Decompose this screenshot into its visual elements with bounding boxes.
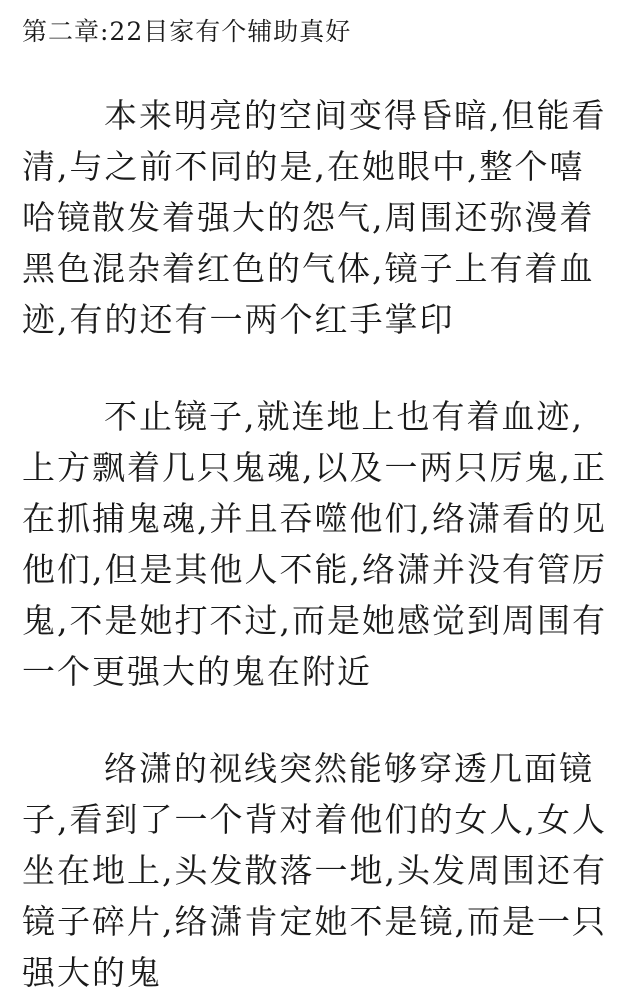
paragraph-1: 本来明亮的空间变得昏暗,但能看清,与之前不同的是,在她眼中,整个嘻哈镜散发着强大的怨气,周围还弥漫着黑色混杂着红色的气体,镜子上有着血迹,有的还有一两个红手掌印 [22,96,607,339]
paragraph-3: 络潇的视线突然能够穿透几面镜子,看到了一个背对着他们的女人,女人坐在地上,头发散落一地,头发周围还有镜子碎片,络潇肯定她不是镜,而是一只强大的鬼 [22,749,607,992]
chapter-title: 第二章:22目家有个辅助真好 [22,17,352,46]
paragraph-2: 不止镜子,就连地上也有着血迹,上方飘着几只鬼魂,以及一两只厉鬼,正在抓捕鬼魂,并且吞噬他们,络潇看的见他们,但是其他人不能,络潇并没有管厉鬼,不是她打不过,而是她感觉到周围有一个更强大的鬼在附近 [22,397,607,691]
